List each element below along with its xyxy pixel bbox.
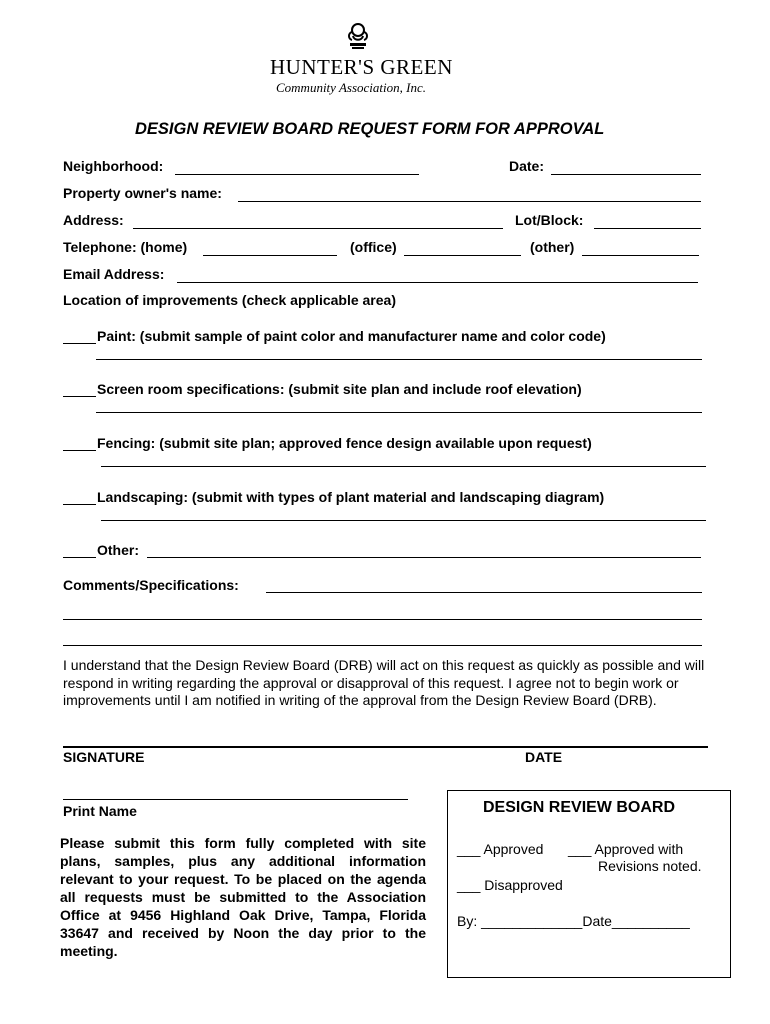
other-detail-line[interactable] [147, 557, 701, 558]
landscaping-detail-line[interactable] [101, 520, 706, 521]
other-checkbox-line[interactable] [63, 557, 96, 558]
landscaping-checkbox-line[interactable] [63, 504, 96, 505]
crown-logo-icon [345, 23, 371, 51]
location-label: Location of improvements (check applicable area) [63, 292, 396, 308]
lot-block-line[interactable] [594, 228, 701, 229]
date-line[interactable] [551, 174, 701, 175]
screen-room-detail-line[interactable] [96, 412, 702, 413]
telephone-other-line[interactable] [582, 255, 699, 256]
comments-line-2[interactable] [63, 619, 702, 620]
logo [0, 18, 770, 100]
by-date-line[interactable]: By: _____________Date__________ [457, 913, 690, 929]
revisions-noted-text: Revisions noted. [598, 858, 702, 874]
acknowledgement-text: I understand that the Design Review Board (DRB) will act on this request as quickly as possible and will respond in writing regarding the approval or disapproval of this request. I agree not to begin work or improvements until I am notified in writing of the approval from the Design Review Board (DRB). [63, 657, 705, 708]
approved-with-option[interactable]: ___ Approved with [568, 841, 684, 857]
comments-line-3[interactable] [63, 645, 702, 646]
telephone-home-label: Telephone: (home) [63, 239, 188, 255]
signature-label: SIGNATURE [63, 749, 145, 765]
email-line[interactable] [177, 282, 698, 283]
print-name-line[interactable] [63, 799, 408, 800]
drb-approval-box [447, 790, 731, 978]
disapproved-option[interactable]: ___ Disapproved [457, 877, 563, 893]
logo-name: HUNTER'S GREEN [270, 55, 453, 79]
paint-detail-line[interactable] [96, 359, 702, 360]
landscaping-label: Landscaping: (submit with types of plant material and landscaping diagram) [97, 489, 605, 505]
submission-note: Please submit this form fully completed with site plans, samples, plus any additional information relevant to your request. To be placed on the agenda all requests must be submitted to the Association Office at 9456 Highland Oak Drive, Tampa, Florida 33647 and received by Noon the day prior to the meeting. [60, 835, 426, 959]
fencing-checkbox-line[interactable] [63, 450, 96, 451]
address-line[interactable] [133, 228, 503, 229]
form-title: DESIGN REVIEW BOARD REQUEST FORM FOR APPROVAL [135, 120, 605, 138]
paint-label: Paint: (submit sample of paint color and manufacturer name and color code) [97, 328, 606, 344]
neighborhood-line[interactable] [175, 174, 419, 175]
telephone-other-label: (other) [530, 239, 575, 255]
owner-name-label: Property owner's name: [63, 185, 222, 201]
signature-date-label: DATE [525, 749, 563, 765]
lot-block-label: Lot/Block: [515, 212, 584, 228]
paint-checkbox-line[interactable] [63, 343, 96, 344]
comments-label: Comments/Specifications: [63, 577, 239, 593]
owner-name-line[interactable] [238, 201, 701, 202]
logo-subtitle: Community Association, Inc. [276, 80, 426, 95]
other-label: Other: [97, 542, 139, 558]
print-name-label: Print Name [63, 803, 137, 819]
telephone-office-line[interactable] [404, 255, 521, 256]
screen-room-checkbox-line[interactable] [63, 396, 96, 397]
fencing-detail-line[interactable] [101, 466, 706, 467]
email-label: Email Address: [63, 266, 165, 282]
signature-line[interactable] [63, 746, 708, 748]
neighborhood-label: Neighborhood: [63, 158, 164, 174]
telephone-office-label: (office) [350, 239, 397, 255]
screen-room-label: Screen room specifications: (submit site plan and include roof elevation) [97, 381, 582, 397]
address-label: Address: [63, 212, 124, 228]
drb-heading: DESIGN REVIEW BOARD [483, 799, 676, 816]
date-label: Date: [509, 158, 545, 174]
comments-line-1[interactable] [266, 592, 702, 593]
approved-option[interactable]: ___ Approved [457, 841, 544, 857]
fencing-label: Fencing: (submit site plan; approved fence design available upon request) [97, 435, 592, 451]
telephone-home-line[interactable] [203, 255, 337, 256]
